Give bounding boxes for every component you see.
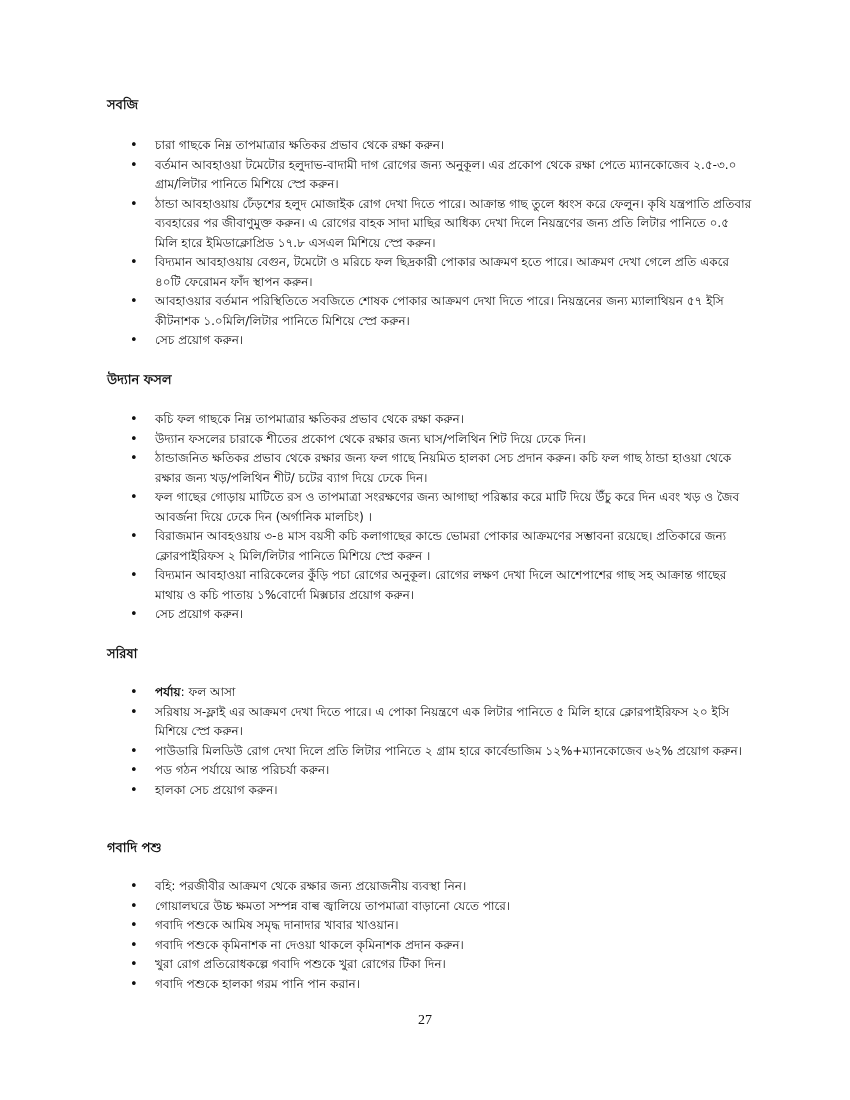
list-item: • উদ্যান ফসলের চারাকে শীতের প্রকোপ থেকে রক্ষার জন্য ঘাস/পলিথিন শিট দিয়ে ঢেকে দিন। (130, 430, 754, 450)
list-item: • বিরাজমান আবহওয়ায় ৩-৪ মাস বয়সী কচি কলাগাছের কান্ডে ভোমরা পোকার আক্রমণের সম্ভাবনা রয়েছে। প্রতিকারে জন্য ক্লোরপাইরিফস ২ মিলি/লিটার পানিতে মিশিয়ে স্প্রে করুন । (130, 527, 754, 566)
list-item: • ফল গাছের গোড়ায় মাটিতে রস ও তাপমাত্রা সংরক্ষণের জন্য আগাছা পরিষ্কার করে মাটি দিয়ে উঁচু করে দিন এবং খড় ও জৈব আবর্জনা দিয়ে ঢেকে দিন (অর্গানিক মালচিং) । (130, 488, 754, 527)
list-item: • চারা গাছকে নিম্ন তাপমাত্রার ক্ষতিকর প্রভাব থেকে রক্ষা করুন। (130, 136, 754, 156)
section-heading-vegetables: সবজি (107, 98, 139, 113)
list-item: • কচি ফল গাছকে নিম্ন তাপমাত্রার ক্ষতিকর প্রভাব থেকে রক্ষা করুন। (130, 410, 754, 430)
list-item: • ঠান্ডা আবহাওয়ায় ঢেঁড়শের হলুদ মোজাইক রোগ দেখা দিতে পারে। আক্রান্ত গাছ তুলে ধ্বংস করে ফেলুন। কৃষি যন্ত্রপাতি প্রতিবার ব্যবহারের পর জীবাণুমুক্ত করুন। এ রোগের বাহক সাদা মাছির আধিক্য দেখা দিলে নিয়ন্ত্রণের জন্য প্রতি লিটার পানিতে ০.৫ মিলি হারে ইমিডাক্লোপ্রিড ১৭.৮ এসএল মিশিয়ে স্প্রে করুন। (130, 195, 754, 254)
section-heading-horticulture: উদ্যান ফসল (107, 373, 172, 388)
mustard-list (130, 683, 754, 800)
list-item: • সেচ প্রয়োগ করুন। (130, 331, 754, 351)
list-item: • হালকা সেচ প্রয়োগ করুন। (130, 781, 754, 801)
horticulture-list (130, 410, 754, 625)
stage-label: পর্যায় (155, 685, 181, 699)
list-item: • গবাদি পশুকে হালকা গরম পানি পান করান। (130, 975, 754, 995)
list-item: • গবাদি পশুকে কৃমিনাশক না দেওয়া থাকলে কৃমিনাশক প্রদান করুন। (130, 936, 754, 956)
list-item: • পাউডারি মিলডিউ রোগ দেখা দিলে প্রতি লিটার পানিতে ২ গ্রাম হারে কার্বেন্ডাজিম ১২%+ম্যানকোজেব ৬২% প্রয়োগ করুন। (130, 742, 754, 762)
list-item-stage (130, 683, 754, 703)
list-item: • বিদ্যমান আবহাওয়া নারিকেলের কুঁড়ি পচা রোগের অনুকূল। রোগের লক্ষণ দেখা দিলে আশেপাশের গাছ সহ আক্রান্ত গাছের মাথায় ও কচি পাতায় ১%বোর্দো মিক্সচার প্রয়োগ করুন। (130, 566, 754, 605)
page-number: 27 (418, 1013, 432, 1028)
list-item: • বিদ্যমান আবহাওয়ায় বেগুন, টমেটো ও মরিচে ফল ছিদ্রকারী পোকার আক্রমণ হতে পারে। আক্রমণ দেখা গেলে প্রতি একরে ৪০টি ফেরোমন ফাঁদ স্থাপন করুন। (130, 253, 754, 292)
stage-value: : ফল আসা (180, 685, 236, 699)
list-item: • সেচ প্রয়োগ করুন। (130, 605, 754, 625)
list-item: • ঠান্ডাজনিত ক্ষতিকর প্রভাব থেকে রক্ষার জন্য ফল গাছে নিয়মিত হালকা সেচ প্রদান করুন। কচি ফল গাছ ঠান্ডা হাওয়া থেকে রক্ষার জন্য খড়/পলিথিন শীট/ চটের ব্যাগ দিয়ে ঢেকে দিন। (130, 449, 754, 488)
section-heading-livestock: গবাদি পশু (107, 841, 162, 856)
list-item: • গোয়ালঘরে উচ্চ ক্ষমতা সম্পন্ন বাল্ব জ্বালিয়ে তাপমাত্রা বাড়ানো যেতে পারে। (130, 897, 754, 917)
list-item: • আবহাওয়ার বর্তমান পরিস্থিতিতে সবজিতে শোষক পোকার আক্রমণ দেখা দিতে পারে। নিয়ন্ত্রনের জন্য ম্যালাথিয়ন ৫৭ ইসি কীটনাশক ১.০মিলি/লিটার পানিতে মিশিয়ে স্প্রে করুন। (130, 292, 754, 331)
livestock-list (130, 877, 754, 994)
list-item: • সরিষায় স-ফ্লাই এর আক্রমণ দেখা দিতে পারে। এ পোকা নিয়ন্ত্রণে এক লিটার পানিতে ৫ মিলি হারে ক্লোরপাইরিফস ২০ ইসি মিশিয়ে স্প্রে করুন। (130, 703, 754, 742)
list-item: • খুরা রোগ প্রতিরোধকল্পে গবাদি পশুকে খুরা রোগের টিকা দিন। (130, 955, 754, 975)
list-item: • বর্তমান আবহাওয়া টমেটোর হলুদাভ-বাদামী দাগ রোগের জন্য অনুকূল। এর প্রকোপ থেকে রক্ষা পেতে ম্যানকোজেব ২.৫-৩.০ গ্রাম/লিটার পানিতে মিশিয়ে স্প্রে করুন। (130, 156, 754, 195)
section-heading-mustard: সরিষা (107, 647, 138, 662)
vegetables-list (130, 136, 754, 351)
list-item: • পড গঠন পর্যায়ে আন্ত পরিচর্যা করুন। (130, 761, 754, 781)
list-item: • গবাদি পশুকে আমিষ সমৃদ্ধ দানাদার খাবার খাওয়ান। (130, 916, 754, 936)
list-item: • বহি: পরজীবীর আক্রমণ থেকে রক্ষার জন্য প্রয়োজনীয় ব্যবস্থা নিন। (130, 877, 754, 897)
